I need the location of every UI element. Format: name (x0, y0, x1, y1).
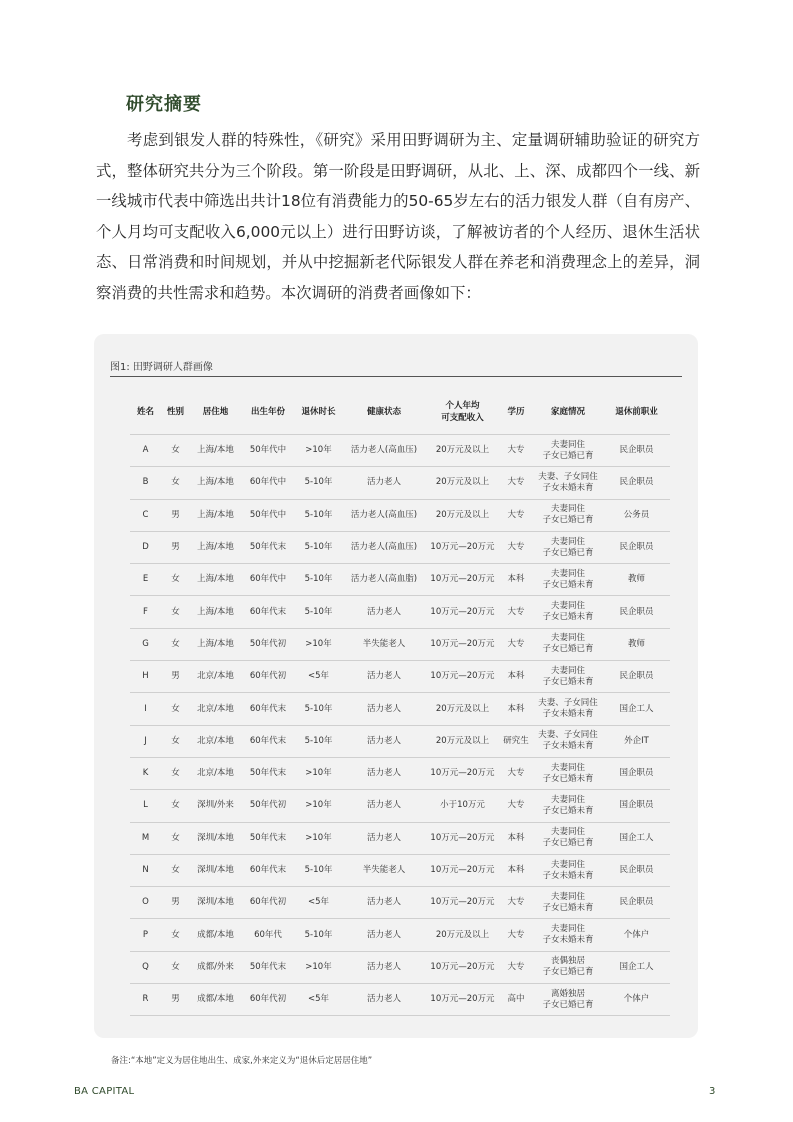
table-row (130, 919, 670, 951)
table-row (130, 435, 670, 467)
cell-residence: 上海/本地 (190, 628, 241, 660)
header-name: 姓名 (136, 407, 154, 417)
cell-family (533, 564, 603, 596)
cell-residence: 北京/本地 (190, 693, 241, 725)
table-row (130, 467, 670, 499)
cell-family1: 夫妻、子女同住 (538, 698, 598, 709)
header-health: 健康状态 (366, 407, 401, 417)
cell-name: I (130, 693, 161, 725)
header-retire: 退休时长 (301, 407, 336, 417)
cell-job: 教师 (603, 564, 670, 596)
header-birth: 出生年份 (250, 407, 285, 417)
cell-residence: 北京/本地 (190, 661, 241, 693)
cell-income: 20万元及以上 (426, 693, 499, 725)
cell-family1: 夫妻同住 (550, 859, 585, 870)
table-row (130, 757, 670, 789)
cell-birth: 60年代初 (241, 984, 295, 1016)
cell-name: L (130, 790, 161, 822)
cell-family1: 夫妻同住 (550, 794, 585, 805)
cell-family (533, 499, 603, 531)
cell-health: 活力老人 (342, 790, 426, 822)
cell-edu: 大专 (499, 467, 533, 499)
cell-family (533, 725, 603, 757)
cell-family2: 子女已婚未育 (542, 773, 594, 784)
cell-name: N (130, 854, 161, 886)
cell-health: 活力老人 (342, 757, 426, 789)
cell-birth: 50年代末 (241, 757, 295, 789)
cell-gender: 女 (161, 822, 190, 854)
table-row (130, 854, 670, 886)
cell-gender: 女 (161, 725, 190, 757)
cell-income: 20万元及以上 (426, 435, 499, 467)
page-number: 3 (709, 1086, 716, 1097)
cell-gender: 男 (161, 499, 190, 531)
cell-name: A (130, 435, 161, 467)
cell-job: 外企IT (603, 725, 670, 757)
cell-name: D (130, 531, 161, 563)
cell-family1: 夫妻、子女同住 (538, 471, 598, 482)
cell-health: 活力老人 (342, 467, 426, 499)
cell-name: J (130, 725, 161, 757)
cell-residence: 北京/本地 (190, 725, 241, 757)
cell-income: 10万元—20万元 (426, 628, 499, 660)
cell-gender: 女 (161, 790, 190, 822)
cell-birth: 60年代 (241, 919, 295, 951)
cell-edu: 大专 (499, 919, 533, 951)
cell-family (533, 822, 603, 854)
cell-residence: 成都/本地 (190, 919, 241, 951)
cell-gender: 女 (161, 693, 190, 725)
cell-name: P (130, 919, 161, 951)
cell-birth: 60年代中 (241, 467, 295, 499)
cell-residence: 深圳/本地 (190, 887, 241, 919)
cell-retire: >10年 (295, 822, 342, 854)
cell-family (533, 757, 603, 789)
cell-retire: >10年 (295, 951, 342, 983)
cell-family (533, 531, 603, 563)
cell-income: 10万元—20万元 (426, 854, 499, 886)
cell-birth: 50年代初 (241, 790, 295, 822)
cell-family2: 子女未婚未育 (542, 870, 594, 881)
cell-retire: <5年 (295, 984, 342, 1016)
cell-retire: >10年 (295, 435, 342, 467)
cell-health: 活力老人 (342, 984, 426, 1016)
table-row (130, 887, 670, 919)
cell-edu: 研究生 (499, 725, 533, 757)
cell-family (533, 693, 603, 725)
cell-health: 活力老人 (342, 693, 426, 725)
cell-name: E (130, 564, 161, 596)
header-income-line2: 可支配收入 (441, 413, 484, 423)
header-gender: 性别 (166, 407, 184, 417)
table-body (130, 435, 670, 1016)
cell-gender: 女 (161, 467, 190, 499)
cell-health: 半失能老人 (342, 628, 426, 660)
cell-retire: >10年 (295, 628, 342, 660)
cell-edu: 大专 (499, 951, 533, 983)
caption-divider (110, 376, 682, 377)
cell-family2: 子女已婚未育 (542, 612, 594, 623)
cell-family1: 夫妻同住 (550, 633, 585, 644)
cell-residence: 上海/本地 (190, 531, 241, 563)
cell-family (533, 596, 603, 628)
cell-retire: >10年 (295, 790, 342, 822)
table-header-row (130, 390, 670, 435)
cell-family2: 子女已婚未育 (542, 902, 594, 913)
cell-job: 国企职员 (603, 757, 670, 789)
cell-job: 国企职员 (603, 790, 670, 822)
cell-name: C (130, 499, 161, 531)
cell-name: R (130, 984, 161, 1016)
cell-family2: 子女未婚未育 (542, 482, 594, 493)
cell-retire: 5-10年 (295, 467, 342, 499)
cell-gender: 女 (161, 757, 190, 789)
cell-birth: 60年代初 (241, 661, 295, 693)
cell-birth: 50年代中 (241, 435, 295, 467)
cell-family (533, 435, 603, 467)
cell-family1: 夫妻同住 (550, 891, 585, 902)
cell-family2: 子女已婚未育 (542, 676, 594, 687)
cell-income: 20万元及以上 (426, 499, 499, 531)
cell-name: G (130, 628, 161, 660)
cell-gender: 男 (161, 984, 190, 1016)
cell-income: 20万元及以上 (426, 919, 499, 951)
table-row (130, 661, 670, 693)
cell-birth: 50年代中 (241, 499, 295, 531)
cell-family2: 子女未婚未育 (542, 709, 594, 720)
cell-edu: 本科 (499, 661, 533, 693)
cell-family2: 子女已婚已育 (542, 967, 594, 978)
cell-retire: 5-10年 (295, 564, 342, 596)
cell-family2: 子女已婚已育 (542, 450, 594, 461)
cell-family (533, 951, 603, 983)
cell-family (533, 628, 603, 660)
persona-table-card (94, 334, 698, 1038)
cell-income: 10万元—20万元 (426, 887, 499, 919)
cell-gender: 女 (161, 628, 190, 660)
cell-retire: >10年 (295, 757, 342, 789)
table-row (130, 984, 670, 1016)
cell-health: 活力老人 (342, 822, 426, 854)
table-row (130, 693, 670, 725)
cell-family1: 夫妻同住 (550, 827, 585, 838)
cell-family2: 子女已婚未育 (542, 579, 594, 590)
cell-family1: 夫妻同住 (550, 601, 585, 612)
table-row (130, 628, 670, 660)
cell-gender: 女 (161, 435, 190, 467)
cell-family2: 子女已婚已育 (542, 838, 594, 849)
persona-table (130, 390, 670, 1016)
cell-job: 教师 (603, 628, 670, 660)
cell-residence: 上海/本地 (190, 596, 241, 628)
cell-health: 活力老人 (342, 725, 426, 757)
cell-job: 民企职员 (603, 661, 670, 693)
cell-family2: 子女已婚未育 (542, 805, 594, 816)
cell-name: O (130, 887, 161, 919)
cell-health: 活力老人 (342, 887, 426, 919)
table-footnote: 备注:“本地”定义为居住地出生、成家,外来定义为“退休后定居居住地” (111, 1056, 373, 1066)
cell-family (533, 984, 603, 1016)
cell-job: 公务员 (603, 499, 670, 531)
header-job: 退休前职业 (615, 407, 658, 417)
cell-job: 国企工人 (603, 822, 670, 854)
cell-income: 10万元—20万元 (426, 951, 499, 983)
cell-health: 活力老人(高血压) (342, 499, 426, 531)
cell-income: 10万元—20万元 (426, 661, 499, 693)
cell-family1: 夫妻同住 (550, 762, 585, 773)
cell-edu: 本科 (499, 822, 533, 854)
cell-retire: 5-10年 (295, 919, 342, 951)
cell-edu: 大专 (499, 887, 533, 919)
cell-birth: 50年代末 (241, 531, 295, 563)
cell-job: 国企工人 (603, 693, 670, 725)
cell-income: 10万元—20万元 (426, 984, 499, 1016)
cell-income: 10万元—20万元 (426, 564, 499, 596)
cell-health: 活力老人(高血脂) (342, 564, 426, 596)
cell-family1: 夫妻同住 (550, 665, 585, 676)
table-row (130, 596, 670, 628)
cell-family1: 夫妻同住 (550, 536, 585, 547)
table-row (130, 951, 670, 983)
cell-health: 半失能老人 (342, 854, 426, 886)
cell-gender: 女 (161, 919, 190, 951)
cell-family1: 夫妻同住 (550, 568, 585, 579)
header-edu: 学历 (507, 407, 525, 417)
cell-residence: 上海/本地 (190, 499, 241, 531)
cell-job: 个体户 (603, 919, 670, 951)
cell-edu: 大专 (499, 628, 533, 660)
cell-residence: 北京/本地 (190, 757, 241, 789)
table-row (130, 790, 670, 822)
cell-birth: 50年代末 (241, 822, 295, 854)
cell-income: 20万元及以上 (426, 467, 499, 499)
cell-retire: 5-10年 (295, 854, 342, 886)
cell-residence: 上海/本地 (190, 564, 241, 596)
cell-name: B (130, 467, 161, 499)
cell-health: 活力老人(高血压) (342, 435, 426, 467)
header-income-line1: 个人年均 (445, 401, 480, 411)
cell-family2: 子女已婚已育 (542, 999, 594, 1010)
cell-family1: 丧偶独居 (550, 956, 585, 967)
cell-income: 10万元—20万元 (426, 822, 499, 854)
cell-income: 小于10万元 (426, 790, 499, 822)
cell-gender: 男 (161, 887, 190, 919)
cell-family (533, 467, 603, 499)
cell-name: M (130, 822, 161, 854)
cell-family2: 子女已婚已育 (542, 515, 594, 526)
cell-residence: 上海/本地 (190, 467, 241, 499)
cell-birth: 60年代中 (241, 564, 295, 596)
cell-gender: 女 (161, 596, 190, 628)
cell-family (533, 887, 603, 919)
cell-income: 10万元—20万元 (426, 596, 499, 628)
cell-residence: 深圳/外来 (190, 790, 241, 822)
cell-retire: 5-10年 (295, 596, 342, 628)
cell-income: 10万元—20万元 (426, 531, 499, 563)
cell-name: F (130, 596, 161, 628)
cell-family (533, 919, 603, 951)
cell-retire: 5-10年 (295, 725, 342, 757)
cell-name: H (130, 661, 161, 693)
cell-job: 民企职员 (603, 854, 670, 886)
cell-residence: 深圳/本地 (190, 822, 241, 854)
cell-residence: 深圳/本地 (190, 854, 241, 886)
cell-family1: 夫妻同住 (550, 504, 585, 515)
table-row (130, 725, 670, 757)
cell-job: 民企职员 (603, 531, 670, 563)
cell-retire: <5年 (295, 661, 342, 693)
cell-job: 民企职员 (603, 467, 670, 499)
cell-health: 活力老人 (342, 951, 426, 983)
cell-job: 民企职员 (603, 887, 670, 919)
cell-family1: 离婚独居 (550, 988, 585, 999)
table-row (130, 822, 670, 854)
header-income (426, 390, 499, 435)
cell-retire: 5-10年 (295, 499, 342, 531)
cell-family1: 夫妻、子女同住 (538, 730, 598, 741)
cell-family (533, 661, 603, 693)
cell-job: 民企职员 (603, 596, 670, 628)
cell-birth: 60年代末 (241, 693, 295, 725)
cell-residence: 成都/本地 (190, 984, 241, 1016)
cell-family1: 夫妻同住 (550, 924, 585, 935)
cell-family2: 子女未婚未育 (542, 741, 594, 752)
cell-birth: 50年代初 (241, 628, 295, 660)
cell-job: 国企工人 (603, 951, 670, 983)
header-residence: 居住地 (202, 407, 229, 417)
cell-edu: 高中 (499, 984, 533, 1016)
table-caption: 图1: 田野调研人群画像 (110, 362, 213, 373)
table-row (130, 564, 670, 596)
cell-residence: 上海/本地 (190, 435, 241, 467)
cell-family (533, 854, 603, 886)
cell-gender: 女 (161, 951, 190, 983)
table-row (130, 499, 670, 531)
cell-family2: 子女已婚已育 (542, 644, 594, 655)
cell-edu: 本科 (499, 564, 533, 596)
footer-brand: BA CAPITAL (74, 1086, 135, 1097)
cell-birth: 60年代初 (241, 887, 295, 919)
cell-health: 活力老人 (342, 596, 426, 628)
cell-health: 活力老人 (342, 661, 426, 693)
cell-gender: 女 (161, 564, 190, 596)
cell-family2: 子女已婚已育 (542, 547, 594, 558)
cell-name: Q (130, 951, 161, 983)
cell-job: 个体户 (603, 984, 670, 1016)
cell-family (533, 790, 603, 822)
cell-edu: 大专 (499, 435, 533, 467)
cell-job: 民企职员 (603, 435, 670, 467)
cell-birth: 60年代末 (241, 854, 295, 886)
cell-retire: 5-10年 (295, 693, 342, 725)
cell-family1: 夫妻同住 (550, 439, 585, 450)
cell-retire: <5年 (295, 887, 342, 919)
section-title: 研究摘要 (126, 94, 202, 115)
cell-birth: 60年代末 (241, 725, 295, 757)
cell-health: 活力老人 (342, 919, 426, 951)
cell-retire: 5-10年 (295, 531, 342, 563)
cell-gender: 男 (161, 661, 190, 693)
cell-residence: 成都/外来 (190, 951, 241, 983)
cell-edu: 本科 (499, 854, 533, 886)
cell-income: 10万元—20万元 (426, 757, 499, 789)
cell-gender: 男 (161, 531, 190, 563)
cell-edu: 大专 (499, 596, 533, 628)
cell-gender: 女 (161, 854, 190, 886)
cell-birth: 60年代末 (241, 596, 295, 628)
cell-name: K (130, 757, 161, 789)
intro-paragraph: 考虑到银发人群的特殊性，《研究》采用田野调研为主、定量调研辅助验证的研究方式，整体研究共分为三个阶段。第一阶段是田野调研，从北、上、深、成都四个一线、新一线城市代表中筛选出共计18位有消费能力的50-65岁左右的活力银发人群（自有房产、个人月均可支配收入6,000元以上）进行田野访谈，了解被访者的个人经历、退休生活状态、日常消费和时间规划，并从中挖掘新老代际银发人群在养老和消费理念上的差异，洞察消费的共性需求和趋势。本次调研的消费者画像如下： (96, 131, 700, 302)
cell-family2: 子女未婚未育 (542, 935, 594, 946)
cell-edu: 大专 (499, 531, 533, 563)
cell-birth: 50年代末 (241, 951, 295, 983)
cell-edu: 本科 (499, 693, 533, 725)
header-family: 家庭情况 (550, 407, 585, 417)
cell-edu: 大专 (499, 790, 533, 822)
cell-edu: 大专 (499, 757, 533, 789)
table-row (130, 531, 670, 563)
cell-health: 活力老人(高血压) (342, 531, 426, 563)
cell-income: 20万元及以上 (426, 725, 499, 757)
cell-edu: 大专 (499, 499, 533, 531)
